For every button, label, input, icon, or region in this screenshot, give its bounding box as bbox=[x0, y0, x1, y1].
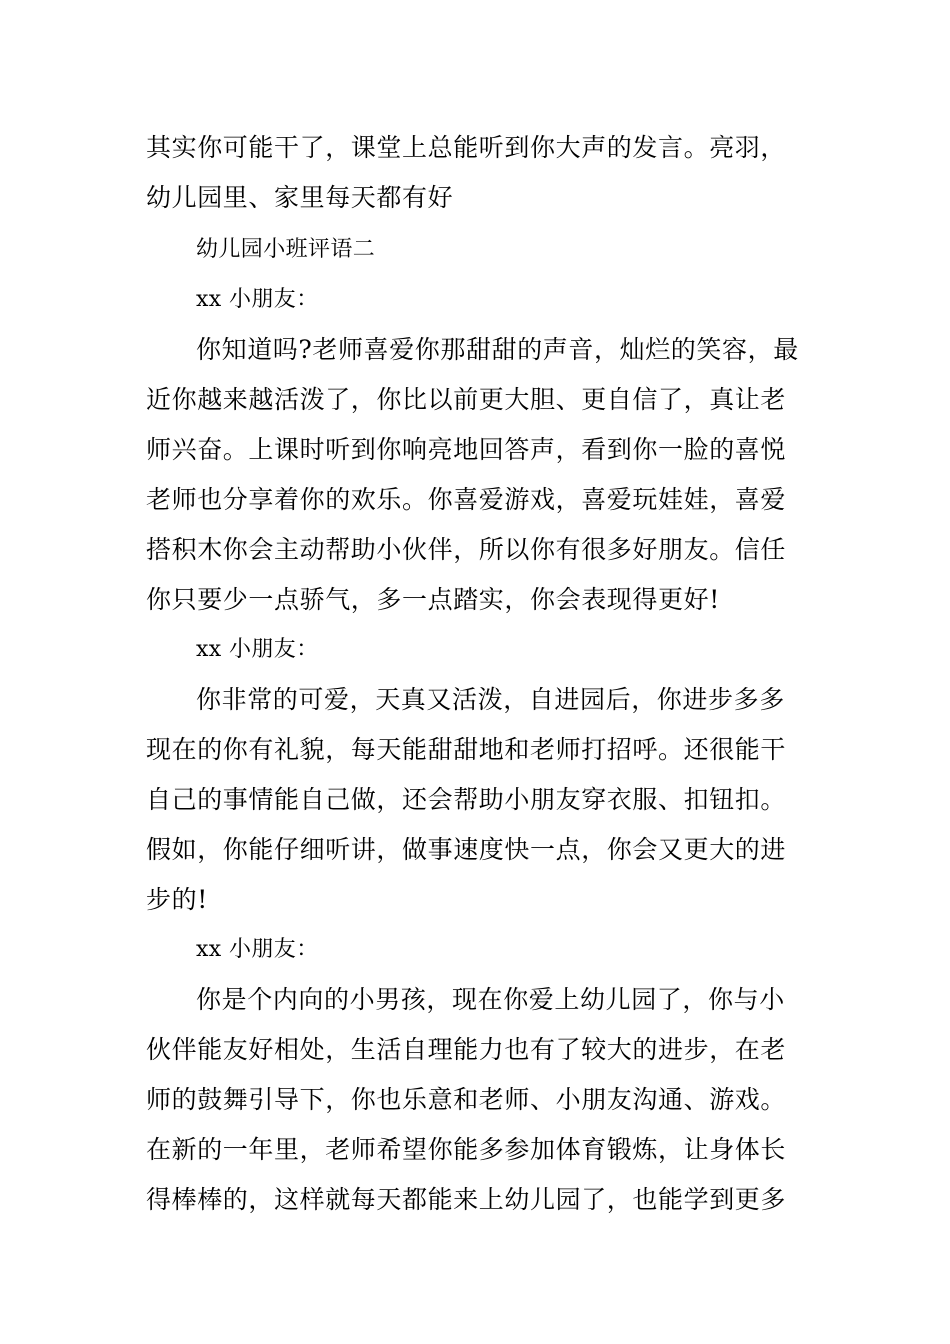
paragraph-line: 得棒棒的，这样就每天都能来上幼儿园了，也能学到更多 bbox=[146, 1185, 787, 1214]
salutation: xx 小朋友： bbox=[196, 637, 319, 662]
salutation: xx 小朋友： bbox=[196, 287, 319, 312]
section-heading: 幼儿园小班评语二 bbox=[196, 237, 376, 262]
paragraph-line: 在新的一年里，老师希望你能多参加体育锻炼，让身体长 bbox=[146, 1135, 787, 1164]
paragraph-line: 步的! bbox=[146, 885, 208, 914]
paragraph-line: 近你越来越活泼了，你比以前更大胆、更自信了，真让老 bbox=[146, 385, 787, 414]
paragraph-line: 师兴奋。上课时听到你响亮地回答声，看到你一脸的喜悦 bbox=[146, 435, 787, 464]
salutation: xx 小朋友： bbox=[196, 937, 319, 962]
paragraph-line: 你知道吗?老师喜爱你那甜甜的声音，灿烂的笑容，最 bbox=[196, 335, 799, 364]
paragraph-line: 搭积木你会主动帮助小伙伴，所以你有很多好朋友。信任 bbox=[146, 535, 787, 564]
paragraph-line: 老师也分享着你的欢乐。你喜爱游戏，喜爱玩娃娃，喜爱 bbox=[146, 485, 787, 514]
paragraph-line: 现在的你有礼貌，每天能甜甜地和老师打招呼。还很能干 bbox=[146, 735, 787, 764]
paragraph-line: 假如，你能仔细听讲，做事速度快一点，你会又更大的进 bbox=[146, 835, 787, 864]
paragraph-line: 你是个内向的小男孩，现在你爱上幼儿园了，你与小 bbox=[196, 985, 785, 1014]
paragraph-line: 你只要少一点骄气，多一点踏实，你会表现得更好! bbox=[146, 585, 720, 614]
paragraph-line: 其实你可能干了，课堂上总能听到你大声的发言。亮羽， bbox=[146, 133, 787, 162]
paragraph-line: 伙伴能友好相处，生活自理能力也有了较大的进步，在老 bbox=[146, 1035, 787, 1064]
paragraph-line: 师的鼓舞引导下，你也乐意和老师、小朋友沟通、游戏。 bbox=[146, 1085, 787, 1114]
paragraph-line: 你非常的可爱，天真又活泼，自进园后，你进步多多 bbox=[196, 685, 785, 714]
paragraph-line: 自己的事情能自己做，还会帮助小朋友穿衣服、扣钮扣。 bbox=[146, 785, 787, 814]
paragraph-line: 幼儿园里、家里每天都有好 bbox=[146, 183, 454, 212]
